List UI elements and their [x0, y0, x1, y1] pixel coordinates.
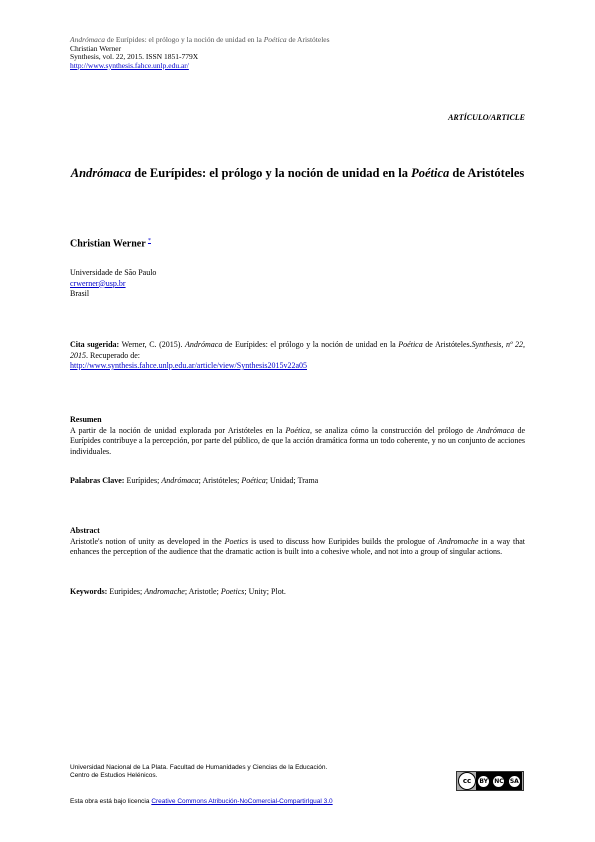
author-footnote-link[interactable]: * [147, 238, 151, 244]
palabras-clave: Palabras Clave: Eurípides; Andrómaca; Aristóteles; Poética; Unidad; Trama [70, 476, 319, 485]
citation-link[interactable]: http://www.synthesis.fahce.unlp.edu.ar/article/view/Synthesis2015v22a05 [70, 361, 307, 370]
license-line: Esta obra está bajo licencia Creative Commons Atribución-NoComercial-CompartirIgual 3.0 [70, 798, 333, 805]
section-label: ARTÍCULO/ARTICLE [448, 113, 525, 122]
license-link[interactable]: Creative Commons Atribución-NoComercial-CompartirIgual 3.0 [151, 798, 333, 805]
footer-line-1: Universidad Nacional de La Plata. Facultad de Humanidades y Ciencias de la Educación. [70, 764, 328, 771]
footer-institution [70, 764, 327, 780]
abstract-text: Aristotle's notion of unity as developed in the Poetics is used to discuss how Euripides builds the prologue of Andromache in a way that enhances the perception of the audience that the dramatic action is built into a cohesive whole, and not into a group of singular actions. [70, 536, 525, 556]
by-icon: BY [479, 777, 488, 785]
abstract-heading: Abstract [70, 526, 100, 535]
cc-license-badge[interactable] [456, 771, 524, 791]
keywords: Keywords: Euripides; Andromache; Aristotle; Poetics; Unity; Plot. [70, 587, 286, 596]
cc-icon: cc [458, 772, 476, 790]
author-name: Christian Werner * [70, 238, 151, 250]
author-affiliation [70, 268, 156, 300]
header-author: Christian Werner [70, 43, 122, 53]
running-header [70, 36, 330, 70]
resumen-text: A partir de la noción de unidad explorada por Aristóteles en la Poética, se analiza cómo la construcción del prólogo de Andrómaca de Eurípides contribuye a la percepción, por parte del público, de que la acción dramática forma un todo coherente, y no un conjunto de acciones individuales. [70, 425, 525, 456]
suggested-citation: Cita sugerida: Werner, C. (2015). Andrómaca de Eurípides: el prólogo y la noción de unidad en la Poética de Aristóteles.Synthesis, nº 22, 2015. Recuperado de: http://www.synthesis.fahce.unlp.edu.ar/article/view/Synthesis2015v22a05 [70, 340, 525, 370]
sa-icon: SA [509, 777, 519, 785]
affiliation-institution: Universidade de São Paulo [70, 268, 157, 277]
affiliation-country: Brasil [70, 289, 90, 298]
cc-terms-icons [476, 772, 522, 790]
resumen-section [70, 415, 525, 457]
article-title: Andrómaca de Eurípides: el prólogo y la noción de unidad en la Poética de Aristóteles [70, 166, 525, 180]
header-journal: Synthesis, vol. 22, 2015. ISSN 1851-779X [70, 52, 199, 62]
nc-icon: NC [494, 777, 504, 785]
author-email-link[interactable]: crwerner@usp.br [70, 278, 126, 288]
footer-line-2: Centro de Estudios Helénicos. [70, 772, 158, 779]
header-journal-link[interactable]: http://www.synthesis.fahce.unlp.edu.ar/ [70, 60, 189, 70]
resumen-heading: Resumen [70, 415, 102, 424]
abstract-section [70, 526, 525, 558]
header-title-line: Andrómaca de Eurípides: el prólogo y la noción de unidad en la Poética de Aristóteles [70, 35, 330, 44]
